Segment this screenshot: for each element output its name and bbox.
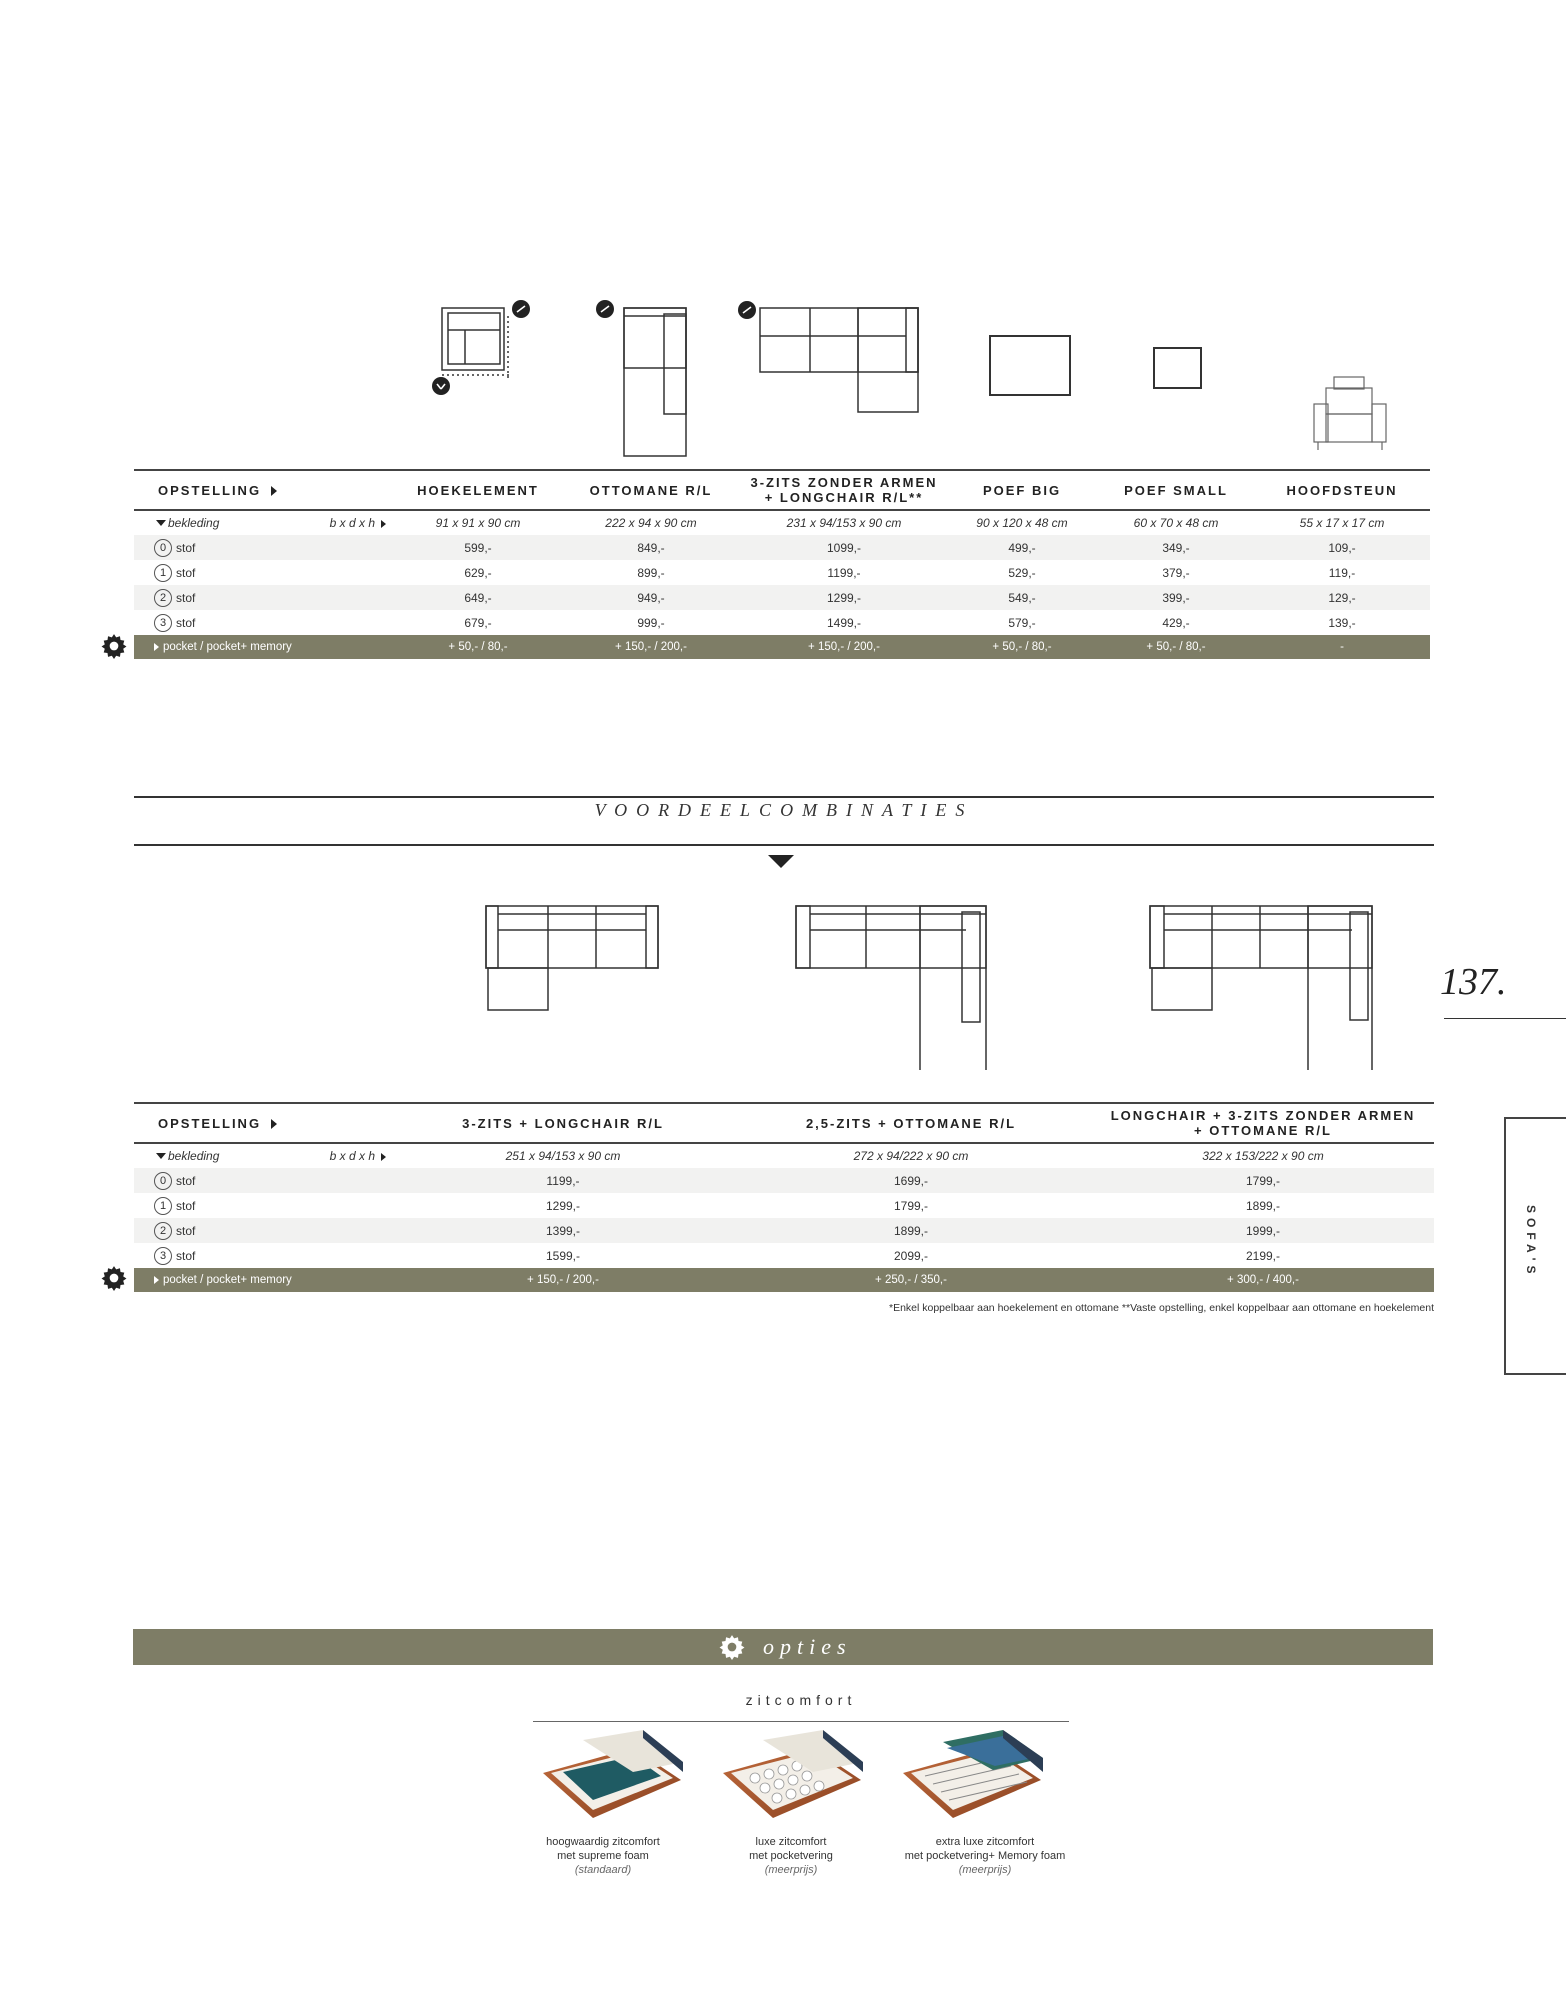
price-group-badge: 1 (154, 564, 172, 582)
price-cell: 499,- (1008, 540, 1036, 555)
table-row (134, 1218, 1434, 1243)
row-label: stof (176, 615, 196, 630)
dims-unit-label: b x d x h (329, 516, 375, 530)
table-row (134, 1168, 1434, 1193)
price-group-badge: 2 (154, 589, 172, 607)
dims-cell: 90 x 120 x 48 cm (976, 516, 1068, 530)
option-price-cell: + 150,- / 200,- (808, 641, 880, 653)
hoofdsteun-drawing (1314, 377, 1386, 450)
col-header: HOEKELEMENT (417, 482, 539, 498)
option-row (134, 1268, 1434, 1292)
comfort-caption-3 (890, 1835, 1080, 1877)
price-group-badge: 3 (154, 1247, 172, 1265)
option-row (134, 635, 1430, 659)
price-cell: 549,- (1008, 590, 1036, 605)
caption-note: (meerprijs) (958, 1864, 1012, 1876)
col-header: POEF BIG (982, 482, 1062, 498)
dims-cell: 55 x 17 x 17 cm (1299, 516, 1385, 530)
dims-cell: 231 x 94/153 x 90 cm (786, 516, 902, 530)
bekleding-label: bekleding (168, 516, 220, 530)
dims-cell: 60 x 70 x 48 cm (1133, 516, 1219, 530)
caret-down-icon (156, 1153, 166, 1159)
option-label: pocket / pocket+ memory (163, 641, 292, 653)
option-price-cell: + 50,- / 80,- (1146, 641, 1206, 653)
price-cell: 1099,- (826, 540, 862, 555)
price-cell: 349,- (1162, 540, 1190, 555)
options-subtitle: zitcomfort (745, 1692, 857, 1708)
option-price-cell: + 250,- / 350,- (875, 1274, 947, 1286)
price-cell: 1999,- (1245, 1223, 1281, 1238)
row-label: stof (176, 565, 196, 580)
price-group-badge: 0 (154, 539, 172, 557)
combo-2-drawing (796, 906, 986, 1070)
page-number-underline (1444, 1018, 1566, 1019)
price-cell: 649,- (464, 590, 492, 605)
price-cell: 999,- (637, 615, 665, 630)
row-label: stof (176, 540, 196, 555)
ottomane-drawing (624, 308, 686, 456)
table-row (134, 1243, 1434, 1268)
price-table-combinations (134, 1102, 1434, 1292)
option-price-cell: + 300,- / 400,- (1227, 1274, 1299, 1286)
price-cell: 119,- (1328, 565, 1356, 580)
section-title: VOORDEELCOMBINATIES (594, 800, 974, 820)
col-header: HOOFDSTEUN (1286, 482, 1398, 498)
option-price-cell: + 50,- / 80,- (992, 641, 1052, 653)
memory-foam-image (903, 1730, 1043, 1818)
table-row (134, 585, 1430, 610)
divider (533, 1721, 1069, 1722)
gear-icon (101, 1265, 127, 1291)
price-cell: 579,- (1008, 615, 1036, 630)
price-cell: 1199,- (827, 565, 861, 580)
price-group-badge: 1 (154, 1197, 172, 1215)
caption-line: met pocketvering+ Memory foam (904, 1850, 1066, 1862)
option-price-cell: - (1340, 641, 1344, 653)
price-group-badge: 0 (154, 1172, 172, 1190)
caret-right-icon (271, 486, 277, 496)
dims-unit-label: b x d x h (329, 1149, 375, 1163)
price-group-badge: 3 (154, 614, 172, 632)
table-row (134, 1193, 1434, 1218)
gear-icon (101, 633, 127, 659)
col-header: 3-ZITS ZONDER ARMEN + LONGCHAIR R/L** (750, 475, 938, 505)
bekleding-label: bekleding (168, 1149, 220, 1163)
table-row (134, 610, 1430, 635)
price-cell: 1899,- (1245, 1198, 1281, 1213)
dims-cell: 251 x 94/153 x 90 cm (505, 1149, 621, 1163)
price-cell: 949,- (637, 590, 665, 605)
comfort-images (533, 1728, 1073, 1836)
col-header: LONGCHAIR + 3-ZITS ZONDER ARMEN + OTTOMANE R/L (1110, 1108, 1416, 1138)
caption-line: extra luxe zitcomfort (935, 1836, 1035, 1848)
caret-right-icon (271, 1119, 277, 1129)
dimensions-row (134, 1143, 1434, 1168)
price-cell: 399,- (1162, 590, 1190, 605)
caret-right-icon (154, 643, 159, 651)
dims-cell: 322 x 153/222 x 90 cm (1202, 1149, 1324, 1163)
price-cell: 629,- (464, 565, 492, 580)
price-cell: 1199,- (546, 1173, 580, 1188)
caption-line: met supreme foam (557, 1850, 649, 1862)
price-cell: 429,- (1162, 615, 1190, 630)
dims-cell: 91 x 91 x 90 cm (435, 516, 521, 530)
supreme-foam-image (543, 1730, 683, 1818)
hoekelement-drawing (442, 308, 512, 380)
price-cell: 599,- (464, 540, 492, 555)
price-group-badge: 2 (154, 1222, 172, 1240)
table-row (134, 560, 1430, 585)
option-price-cell: + 50,- / 80,- (448, 641, 508, 653)
dims-cell: 222 x 94 x 90 cm (605, 516, 697, 530)
col-header-opstelling: OPSTELLING (134, 470, 396, 510)
row-label: stof (176, 1223, 196, 1238)
price-cell: 129,- (1328, 590, 1356, 605)
gear-icon (719, 1634, 745, 1660)
price-cell: 1399,- (545, 1223, 581, 1238)
threeseat-longchair-drawing (760, 308, 918, 412)
price-cell: 139,- (1328, 615, 1356, 630)
dimensions-row (134, 510, 1430, 535)
col-header-opstelling: OPSTELLING (134, 1103, 396, 1143)
dims-cell: 272 x 94/222 x 90 cm (853, 1149, 969, 1163)
caret-down-icon (156, 520, 166, 526)
side-tab (1504, 1117, 1566, 1375)
combination-drawings (0, 890, 1420, 1070)
caption-line: hoogwaardig zitcomfort (546, 1836, 660, 1848)
price-cell: 1799,- (893, 1198, 929, 1213)
caret-right-icon (381, 1153, 386, 1161)
col-header: 3-ZITS + LONGCHAIR R/L (462, 1115, 664, 1131)
price-cell: 1899,- (893, 1223, 929, 1238)
price-cell: 899,- (637, 565, 665, 580)
price-table-elements (134, 469, 1430, 659)
caption-line: luxe zitcomfort (755, 1836, 827, 1848)
page-number: 137. (1440, 961, 1507, 1003)
price-cell: 529,- (1008, 565, 1036, 580)
comfort-caption-2 (721, 1835, 861, 1877)
options-bar (133, 1629, 1433, 1665)
poef-big-drawing (990, 336, 1070, 395)
caret-right-icon (381, 520, 386, 528)
combo-1-drawing (486, 906, 658, 1010)
price-cell: 1299,- (826, 590, 862, 605)
col-header: OTTOMANE R/L (589, 482, 713, 498)
side-tab-label: SOFA'S (1524, 1205, 1538, 1279)
combo-3-drawing (1150, 906, 1372, 1070)
option-label: pocket / pocket+ memory (163, 1274, 292, 1286)
option-price-cell: + 150,- / 200,- (527, 1274, 599, 1286)
price-cell: 2099,- (893, 1248, 929, 1263)
element-drawings (0, 0, 1566, 470)
divider (134, 796, 1434, 798)
caption-note: (standaard) (574, 1864, 632, 1876)
pocketvering-image (723, 1730, 863, 1818)
price-cell: 1499,- (826, 615, 862, 630)
table-row (134, 535, 1430, 560)
col-header: POEF SMALL (1124, 482, 1228, 498)
caption-note: (meerprijs) (764, 1864, 818, 1876)
options-title: opties (763, 1634, 852, 1659)
row-label: stof (176, 1198, 196, 1213)
col-header: 2,5-ZITS + OTTOMANE R/L (805, 1115, 1017, 1131)
price-cell: 109,- (1328, 540, 1356, 555)
row-label: stof (176, 590, 196, 605)
row-label: stof (176, 1173, 196, 1188)
price-cell: 2199,- (1245, 1248, 1281, 1263)
caret-right-icon (154, 1276, 159, 1284)
divider (134, 844, 1434, 846)
price-cell: 1299,- (545, 1198, 581, 1213)
price-cell: 1799,- (1245, 1173, 1281, 1188)
link-icon (432, 300, 756, 395)
price-cell: 379,- (1162, 565, 1190, 580)
caret-down-icon (768, 855, 794, 869)
footnote: *Enkel koppelbaar aan hoekelement en ottomane **Vaste opstelling, enkel koppelbaar aan ottomane en hoekelement (888, 1302, 1434, 1314)
price-cell: 679,- (464, 615, 492, 630)
price-cell: 1699,- (893, 1173, 929, 1188)
row-label: stof (176, 1248, 196, 1263)
option-price-cell: + 150,- / 200,- (615, 641, 687, 653)
price-cell: 1599,- (545, 1248, 581, 1263)
comfort-caption-1 (533, 1835, 673, 1877)
price-cell: 849,- (637, 540, 665, 555)
caption-line: met pocketvering (749, 1850, 833, 1862)
poef-small-drawing (1154, 348, 1201, 388)
